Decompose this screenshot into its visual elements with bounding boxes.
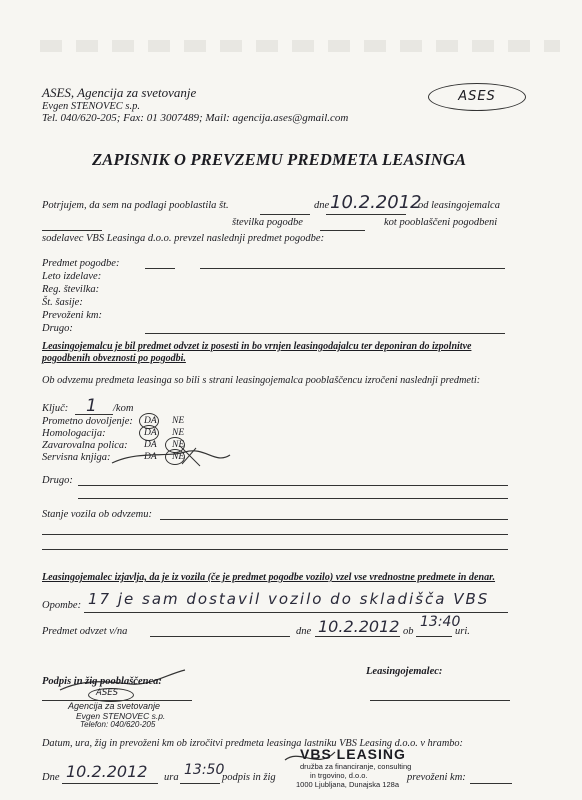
vbs-stamp-title: VBS LEASING bbox=[300, 746, 406, 762]
company-name: ASES, Agencija za svetovanje bbox=[42, 85, 197, 100]
stanje-line1 bbox=[160, 519, 508, 520]
field-leto: Leto izdelave: bbox=[42, 271, 102, 282]
stanje-line3 bbox=[42, 549, 508, 550]
company-owner: Evgen STENOVEC s.p. bbox=[42, 101, 140, 112]
opombe-label: Opombe: bbox=[42, 600, 82, 611]
signature-left-line bbox=[42, 700, 192, 701]
field-drugo: Drugo: bbox=[42, 323, 73, 334]
stamp-line3: Telefon: 040/620-205 bbox=[80, 720, 156, 729]
page-title: ZAPISNIK O PREVZEMU PREDMETA LEASINGA bbox=[92, 150, 467, 169]
field-km: Prevoženi km: bbox=[42, 310, 102, 321]
vbs-stamp-line3: 1000 Ljubljana, Dunajska 128a bbox=[296, 780, 399, 789]
row-homologacija-ne: NE bbox=[172, 428, 185, 438]
odvzet-label-a: Predmet odvzet v/na bbox=[42, 626, 128, 637]
intro-line1-c: od leasingojemalca bbox=[418, 200, 500, 211]
odvzet-label-d: uri. bbox=[455, 626, 470, 637]
row-homologacija-label: Homologacija: bbox=[42, 428, 106, 439]
return-text: Datum, ura, žig in prevoženi km ob izročitvi predmeta leasinga lastniku VBS Leasing d.o.o. v hrambo: bbox=[42, 738, 463, 749]
opombe-line bbox=[84, 612, 508, 613]
footer-time-line bbox=[180, 783, 220, 784]
footer-dne: Dne bbox=[42, 772, 60, 783]
odvzet-date: 10.2.2012 bbox=[318, 617, 400, 636]
stanje-line2 bbox=[42, 534, 508, 535]
footer-time: 13:50 bbox=[184, 762, 225, 778]
signature-left-label: Podpis in žig pooblaščenca: bbox=[42, 676, 162, 687]
field-sasija: Št. šasije: bbox=[42, 297, 83, 308]
odvzet-date-line bbox=[315, 636, 400, 637]
field-predmet: Predmet pogodbe: bbox=[42, 258, 120, 269]
ases-logo: ASES bbox=[428, 83, 526, 111]
notice-line1: Leasingojemalcu je bil predmet odvzet iz posesti in bo vrnjen leasingodajalcu ter deponiran do izpolnitve bbox=[42, 341, 472, 352]
intro-line1-a: Potrjujem, da sem na podlagi pooblastila št. bbox=[42, 200, 229, 211]
intro-line2-b: kot pooblaščeni pogodbeni bbox=[384, 217, 498, 228]
row-prometno-label: Prometno dovoljenje: bbox=[42, 416, 133, 427]
footer-date-line bbox=[62, 783, 158, 784]
row-prometno-ne: NE bbox=[172, 416, 185, 426]
intro-line2-a: številka pogodbe bbox=[232, 217, 303, 228]
odvzet-time: 13:40 bbox=[420, 614, 461, 630]
odvzet-time-line bbox=[416, 636, 452, 637]
footer-km-line bbox=[470, 783, 512, 784]
odvzet-place-line bbox=[150, 636, 290, 637]
row-servisna-ne: NE bbox=[172, 452, 185, 462]
intro-line3: sodelavec VBS Leasinga d.o.o. prevzel naslednji predmet pogodbe: bbox=[42, 233, 325, 244]
statement: Leasingojemalec izjavlja, da je iz vozila (če je predmet pogodbe vozilo) vzel vse vrednostne predmete in denar. bbox=[42, 572, 496, 583]
odvzet-label-c: ob bbox=[403, 626, 414, 637]
row-servisna-label: Servisna knjiga: bbox=[42, 452, 111, 463]
row-servisna-da: DA bbox=[144, 452, 157, 462]
row-prometno-da: DA bbox=[144, 416, 157, 426]
field-reg: Reg. številka: bbox=[42, 284, 100, 295]
signature-right-line bbox=[370, 700, 510, 701]
stamp-line1: Agencija za svetovanje bbox=[68, 701, 161, 711]
intro-date: 10.2.2012 bbox=[330, 192, 422, 213]
footer-date: 10.2.2012 bbox=[66, 762, 148, 781]
stanje-label: Stanje vozila ob odvzemu: bbox=[42, 509, 152, 520]
row-zavarovalna-label: Zavarovalna polica: bbox=[42, 440, 128, 451]
drugo-label: Drugo: bbox=[42, 475, 73, 486]
drugo-line1 bbox=[78, 485, 508, 486]
company-contact: Tel. 040/620-205; Fax: 01 3007489; Mail: agencija.ases@gmail.com bbox=[42, 112, 349, 124]
vbs-stamp-line1: družba za financiranje, consulting bbox=[300, 762, 412, 771]
row-zavarovalna-ne: NE bbox=[172, 440, 185, 450]
row-zavarovalna-da: DA bbox=[144, 440, 157, 450]
kljuc-label: Ključ: bbox=[42, 403, 69, 414]
kljuc-value: 1 bbox=[86, 396, 97, 416]
handover-intro: Ob odvzemu predmeta leasinga so bili s strani leasingojemalca pooblaščencu izročeni naslednji predmeti: bbox=[42, 375, 481, 386]
kljuc-unit: /kom bbox=[113, 403, 134, 414]
opombe-value: 17 je sam dostavil vozilo do skladišča VBS bbox=[88, 590, 490, 608]
drugo-line2 bbox=[78, 498, 508, 499]
signature-right-label: Leasingojemalec: bbox=[366, 666, 443, 677]
stamp-logo-text: ASES bbox=[96, 688, 118, 698]
intro-line1-b: dne bbox=[314, 200, 330, 211]
notice-line2: pogodbenih obveznosti po pogodbi. bbox=[42, 353, 186, 364]
footer-km: prevoženi km: bbox=[407, 772, 466, 783]
footer-podpis: podpis in žig bbox=[222, 772, 276, 783]
odvzet-label-b: dne bbox=[296, 626, 312, 637]
footer-ura: ura bbox=[164, 772, 179, 783]
vbs-stamp-line2: in trgovino, d.o.o. bbox=[310, 771, 368, 780]
row-homologacija-da: DA bbox=[144, 428, 157, 438]
stamp-line2: Evgen STENOVEC s.p. bbox=[76, 711, 166, 721]
